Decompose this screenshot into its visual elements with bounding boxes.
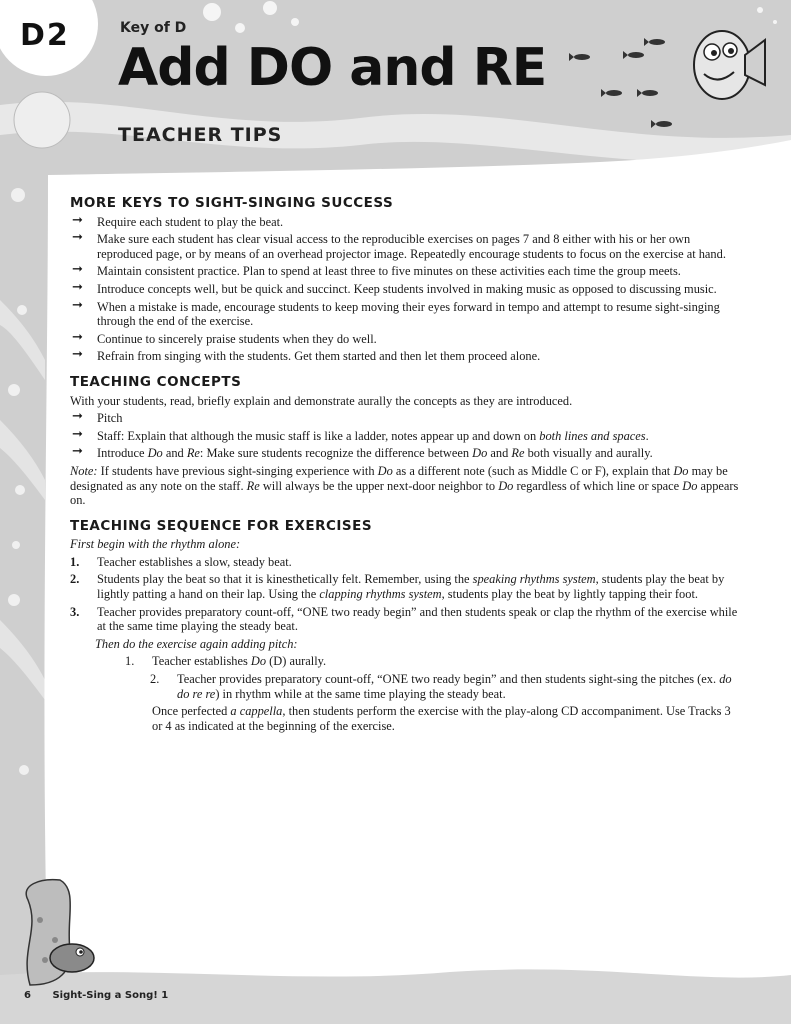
list-item: ➞ Introduce Do and Re: Make sure students recognize the difference between Do and Re both visually and aurally. xyxy=(72,444,653,461)
list-item: ➞ Make sure each student has clear visual access to the reproducible exercises on pages 7 and 8 either with his or her own reproduced page, or by means of an overhead projector image. Repeatedly encourage students to focus on the exercise at hand. xyxy=(72,230,726,261)
concepts-section xyxy=(70,375,740,508)
section-code: D2 xyxy=(20,18,70,53)
pitch-substeps xyxy=(70,637,740,734)
list-item: 2. Teacher provides preparatory count-off, “ONE two ready begin” and then students sight-sing the pitches (ex. do do re re) in rhythm while at the same time playing the steady beat. xyxy=(150,672,732,701)
arrow-bullet-icon: ➞ xyxy=(72,212,83,228)
sequence-then: Then do the exercise again adding pitch: xyxy=(95,636,298,651)
arrow-bullet-icon: ➞ xyxy=(72,297,83,313)
concepts-list xyxy=(70,411,740,461)
page-title: Add DO and RE xyxy=(118,38,547,98)
section-heading: TEACHING SEQUENCE FOR EXERCISES xyxy=(70,517,373,534)
final-instruction: Once perfected a cappella, then students perform the exercise with the play-along CD accompaniment. Use Tracks 3 or 4 as indicated at the beginning of the exercise. xyxy=(152,704,731,733)
section-heading: TEACHING CONCEPTS xyxy=(70,373,242,390)
list-item: 2. Students play the beat so that it is kinesthetically felt. Remember, using the speaking rhythms system, students play the beat by lightly patting a hand on their lap. Using the clapping rhythms system, students play the beat by lightly tapping their foot. xyxy=(70,572,725,602)
list-item: ➞ Continue to sincerely praise students when they do well. xyxy=(72,329,377,346)
arrow-bullet-icon: ➞ xyxy=(72,409,83,425)
list-item: ➞ Require each student to play the beat. xyxy=(72,212,284,229)
key-label: Key of D xyxy=(120,20,187,36)
arrow-bullet-icon: ➞ xyxy=(72,329,83,345)
section-heading: MORE KEYS TO SIGHT-SINGING SUCCESS xyxy=(70,195,394,211)
page-footer xyxy=(24,990,186,1001)
list-item: ➞ Pitch xyxy=(72,409,123,426)
arrow-bullet-icon: ➞ xyxy=(72,426,83,442)
keys-list xyxy=(70,212,740,364)
page-number: 6 xyxy=(24,990,31,1001)
list-item: ➞ When a mistake is made, encourage students to keep moving their eyes forward in tempo and attempt to resume sight-singing through the end of the exercise. xyxy=(72,297,720,329)
arrow-bullet-icon: ➞ xyxy=(72,347,83,363)
list-item: 3. Teacher provides preparatory count-off, “ONE two ready begin” and then students speak or clap the rhythm of the exercise while at the same time playing the steady beat. xyxy=(70,604,738,634)
keys-section xyxy=(70,196,740,364)
list-item: ➞ Maintain consistent practice. Plan to spend at least three to five minutes on these activities each time the group meets. xyxy=(72,262,681,279)
arrow-bullet-icon: ➞ xyxy=(72,279,83,295)
page-subtitle: TEACHER TIPS xyxy=(118,124,283,146)
list-item: ➞ Introduce concepts well, but be quick and succinct. Keep students involved in making music as opposed to discussing music. xyxy=(72,279,717,296)
arrow-bullet-icon: ➞ xyxy=(72,230,83,246)
document-body xyxy=(70,196,740,744)
list-item: 1. Teacher establishes a slow, steady beat. xyxy=(70,554,292,569)
list-item: ➞ Refrain from singing with the students. Get them started and then let them proceed alone. xyxy=(72,347,541,364)
sequence-steps xyxy=(70,555,740,634)
arrow-bullet-icon: ➞ xyxy=(72,444,83,460)
book-title: Sight-Sing a Song! 1 xyxy=(52,990,169,1001)
sequence-section xyxy=(70,519,740,734)
sequence-first: First begin with the rhythm alone: xyxy=(70,537,241,552)
pitch-steps xyxy=(95,654,740,701)
arrow-bullet-icon: ➞ xyxy=(72,262,83,278)
concepts-note: Note: If students have previous sight-singing experience with Do as a different note (such as Middle C or F), explain that Do may be designated as any note on the staff. Re will always be the upper next-door neighbor to Do regardless of which line or space Do appears on. xyxy=(70,463,739,508)
concepts-intro: With your students, read, briefly explain and demonstrate aurally the concepts as they are introduced. xyxy=(70,393,573,408)
list-item: ➞ Staff: Explain that although the music staff is like a ladder, notes appear up and down on both lines and spaces. xyxy=(72,426,649,443)
list-item: 1. Teacher establishes Do (D) aurally. xyxy=(125,654,327,669)
